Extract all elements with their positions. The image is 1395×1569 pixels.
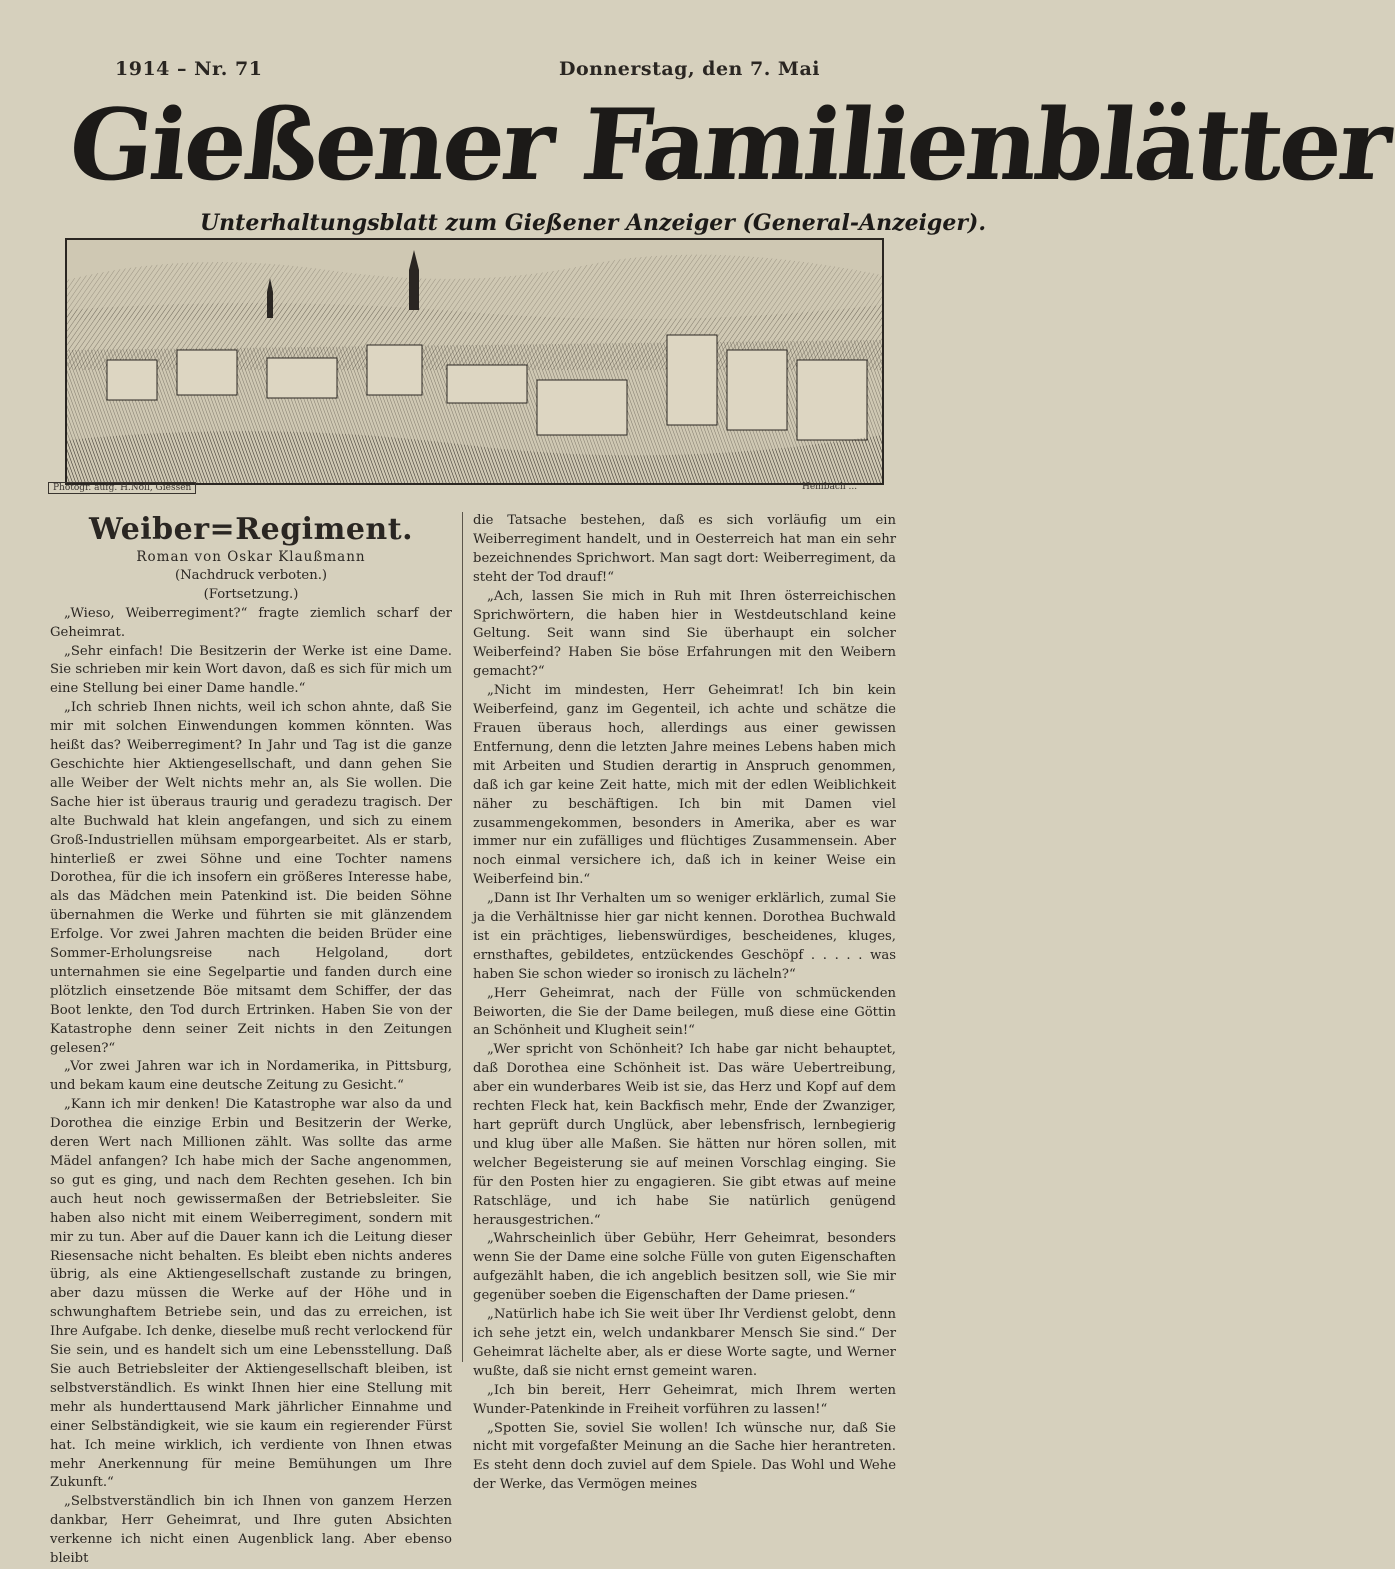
paragraph: „Natürlich habe ich Sie weit über Ihr Verdienst gelobt, denn ich sehe jetzt ein, welch undankbarer Mensch Sie sind.“ Der Geheimrat lächelte aber, als er diese Worte sagte, und Werner wußte, daß sie nicht ernst gemeint waren. — [473, 1307, 896, 1379]
paragraph: „Wer spricht von Schönheit? Ich habe gar nicht behauptet, daß Dorothea eine Schönheit ist. Das wäre Uebertreibung, aber ein wunderbares Weib ist sie, das Herz und Kopf auf dem rechten Fleck hat, kein Backfisch mehr, Ende der Zwanziger, hart geprüft durch Unglück, aber lebensfrisch, lernbegierig und klug über alle Maßen. Sie hätten nur hören sollen, mit welcher Begeisterung sie auf meinen Vorschlag einging. Sie für den Posten hier zu engagieren. Sie gibt etwas auf meine Ratschläge, und ich habe Sie natürlich genügend herausgestrichen.“ — [473, 1042, 896, 1228]
issue-number: 1914 – Nr. 71 — [115, 58, 263, 80]
paragraph: „Wahrscheinlich über Gebühr, Herr Geheimrat, besonders wenn Sie der Dame eine solche Fülle von guten Eigenschaften aufgezählt haben, die ich angeblich besitzen soll, wie Sie mir gegenüber soeben die Eigenschaften der Dame priesen.“ — [473, 1231, 896, 1304]
paragraph: „Kann ich mir denken! Die Katastrophe war also da und Dorothea die einzige Erbin und Besitzerin der Werke, deren Wert nach Millionen zählt. Was sollte das arme Mädel anfangen? Ich habe mich der Sache angenommen, so gut es ging, und nach dem Rechten gesehen. Ich bin auch heut noch gewissermaßen der Betriebsleiter. Sie haben also nicht mit einem Weiberregiment, sondern mit mir zu tun. Aber auf die Dauer kann ich die Leitung dieser Riesensache nicht behalten. Es bleibt eben nichts anderes übrig, als eine Aktiengesellschaft zustande zu bringen, aber dazu müssen die Werke auf der Höhe und in schwunghaftem Betriebe sein, und das zu erreichen, ist Ihre Aufgabe. Ich denke, dieselbe muß recht verlockend für Sie sein, und es handelt sich um eine Lebensstellung. Daß Sie auch Betriebsleiter der Aktiengesellschaft bleiben, ist selbstverständlich. Es winkt Ihnen hier eine Stellung mit mehr als hunderttausend Mark jährlicher Einnahme und einer Selbständigkeit, wie sie kaum ein regierender Fürst hat. Ich meine wirklich, ich verdiente von Ihnen etwas mehr Anerkennung für meine Bemühungen um Ihre Zukunft.“ — [50, 1097, 452, 1491]
issue-date: Donnerstag, den 7. Mai — [559, 58, 820, 80]
panorama-illustration — [67, 240, 882, 483]
paragraph: „Ich schrieb Ihnen nichts, weil ich schon ahnte, daß Sie mir mit solchen Einwendungen kommen könnten. Was heißt das? Weiberregiment? In Jahr und Tag ist die ganze Geschichte hier Aktiengesellschaft, und dann gehen Sie alle Weiber der Welt nichts mehr an, als Sie wollen. Die Sache hier ist überaus traurig und geradezu tragisch. Der alte Buchwald hat klein angefangen, und sich zu einem Groß-Industriellen mühsam emporgearbeitet. Als er starb, hinterließ er zwei Söhne und eine Tochter namens Dorothea, für die ich insofern ein größeres Interesse habe, als das Mädchen mein Patenkind ist. Die beiden Söhne übernahmen die Werke und führten sie mit glänzendem Erfolge. Vor zwei Jahren machten die beiden Brüder eine Sommer-Erholungsreise nach Helgoland, dort unternahmen sie eine Segelpartie und fanden durch eine plötzlich einsetzende Böe mitsamt dem Schiffer, der das Boot lenkte, den Tod durch Ertrinken. Haben Sie von der Katastrophe denn seiner Zeit nichts in den Zeitungen gelesen?“ — [50, 700, 452, 1056]
photo-credit: Photogr. aufg. H.Noll, Giessen — [48, 482, 196, 494]
continuation-note: (Fortsetzung.) — [203, 586, 299, 602]
masthead-subtitle: Unterhaltungsblatt zum Gießener Anzeiger (General-Anzeiger). — [200, 210, 986, 236]
paragraph: „Selbstverständlich bin ich Ihnen von ganzem Herzen dankbar, Herr Geheimrat, und Ihre guten Absichten verkenne ich nicht einen Augenblick lang. Aber ebenso bleibt — [50, 1494, 452, 1567]
city-panorama-engraving — [65, 238, 884, 485]
paragraph: „Ach, lassen Sie mich in Ruh mit Ihren österreichischen Sprichwörtern, die haben hier in Westdeutschland keine Geltung. Seit wann sind Sie überhaupt ein solcher Weiberfeind? Haben Sie böse Erfahrungen mit den Weibern gemacht?“ — [473, 588, 896, 680]
paragraph: „Dann ist Ihr Verhalten um so weniger erklärlich, zumal Sie ja die Verhältnisse hier gar nicht kennen. Dorothea Buchwald ist ein prächtiges, liebenswürdiges, bescheidenes, kluges, ernsthaftes, gebildetes, entzückendes Geschöpf . . . . . was haben Sie schon wieder so ironisch zu lächeln?“ — [473, 891, 896, 982]
paragraph: „Spotten Sie, soviel Sie wollen! Ich wünsche nur, daß Sie nicht mit vorgefaßter Meinung an die Sache hier herantreten. Es steht denn doch zuviel auf dem Spiele. Das Wohl und Wehe der Werke, das Vermögen meines — [473, 1420, 896, 1493]
paragraph: „Ich bin bereit, Herr Geheimrat, mich Ihrem werten Wunder-Patenkinde in Freiheit vorführen zu lassen!“ — [473, 1382, 896, 1417]
story-title: Weiber=Regiment. — [88, 512, 414, 547]
paragraph: „Vor zwei Jahren war ich in Nordamerika, in Pittsburg, und bekam kaum eine deutsche Zeitung zu Gesicht.“ — [50, 1059, 452, 1094]
article-column-left — [50, 512, 452, 1569]
column-divider — [462, 512, 463, 1362]
story-byline: Roman von Oskar Klaußmann — [136, 549, 366, 565]
paragraph: „Herr Geheimrat, nach der Fülle von schmückenden Beiworten, die Sie der Dame beilegen, muß diese eine Göttin an Schönheit und Klugheit sein!“ — [473, 985, 896, 1039]
paragraph: die Tatsache bestehen, daß es sich vorläufig um ein Weiberregiment handelt, und in Oesterreich hat man ein sehr bezeichnendes Sprichwort. Man sagt dort: Weiberregiment, da steht der Tod drauf!“ — [473, 513, 896, 585]
paragraph: „Nicht im mindesten, Herr Geheimrat! Ich bin kein Weiberfeind, ganz im Gegenteil, ich achte und schätze die Frauen überaus hoch, allerdings aus einer gewissen Entfernung, denn die letzten Jahre meines Lebens haben mich mit Arbeiten und Studien derartig in Anspruch genommen, daß ich gar keine Zeit hatte, mich mit der edlen Weiblichkeit näher zu beschäftigen. Ich bin mit Damen viel zusammengekommen, besonders in Amerika, aber es war immer nur ein zufälliges und flüchtiges Zusammensein. Aber noch einmal versichere ich, daß ich in keiner Weise ein Weiberfeind bin.“ — [473, 683, 896, 888]
paragraph: „Sehr einfach! Die Besitzerin der Werke ist eine Dame. Sie schrieben mir kein Wort davon, daß es sich für mich um eine Stellung bei einer Dame handle.“ — [50, 643, 452, 697]
masthead-title: Gießener Familienblätter — [63, 88, 1394, 203]
paragraph: „Wieso, Weiberregiment?“ fragte ziemlich scharf der Geheimrat. — [50, 605, 452, 640]
engraver-credit: Hembach ... — [802, 482, 858, 492]
article-column-right — [473, 512, 896, 1495]
reprint-notice: (Nachdruck verboten.) — [174, 567, 328, 583]
